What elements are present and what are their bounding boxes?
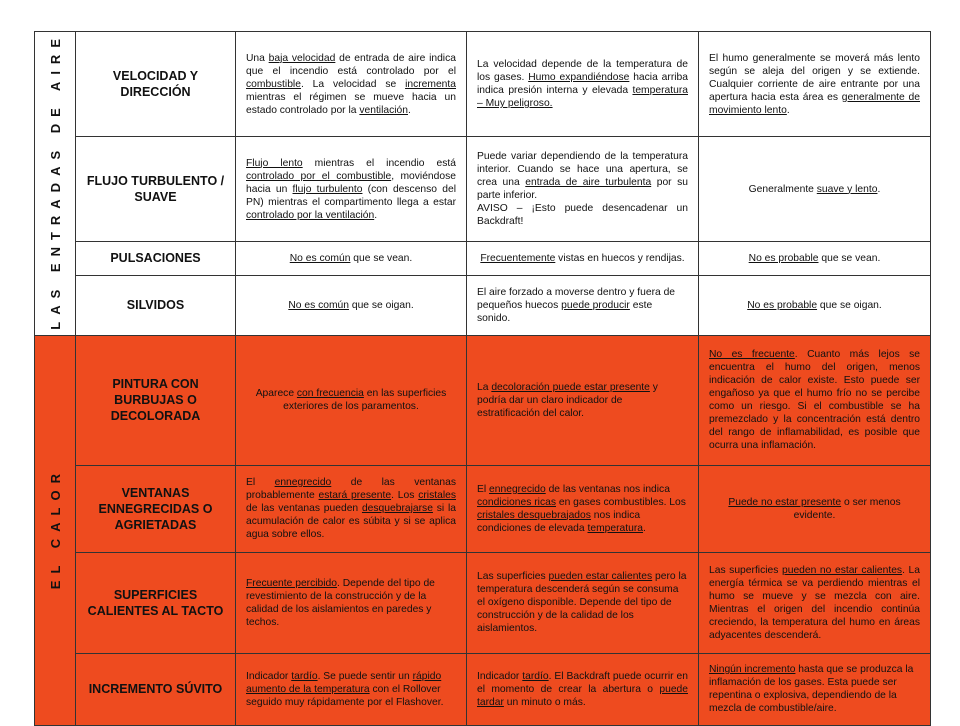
emphasis-text: decoloración puede estar presente: [491, 381, 650, 393]
table-cell: Indicador tardío. Se puede sentir un rápido aumento de la temperatura con el Rollover seguido muy rápidamente por el Flashover.: [236, 653, 467, 725]
emphasis-text: generalmente de movimiento lento: [709, 91, 920, 116]
emphasis-text: Frecuentemente: [480, 252, 556, 264]
emphasis-text: desquebrajarse: [361, 503, 433, 515]
table-cell: El aire forzado a moverse dentro y fuera de pequeños huecos puede producir este sonido.: [467, 276, 699, 336]
row-heading: INCREMENTO SÚVITO: [76, 653, 236, 725]
table-cell: El humo generalmente se moverá más lento según se aleja del origen y se extiende. Cualquier corriente de aire entrante por una apertura hacia esta área es generalmente de movimiento lento.: [699, 32, 931, 137]
table-cell: Frecuente percibido. Depende del tipo de revestimiento de la construcción y de la calidad de los aislamientos en paredes y techos.: [236, 552, 467, 653]
table-row: [35, 32, 931, 137]
table-row: [35, 335, 931, 465]
emphasis-text: tardío: [522, 670, 549, 682]
row-heading: VENTANAS ENNEGRECIDAS O AGRIETADAS: [76, 465, 236, 552]
emphasis-text: temperatura – Muy peligroso.: [477, 85, 688, 110]
table-row: [35, 241, 931, 275]
table-cell: No es frecuente. Cuanto más lejos se encuentra el humo del origen, menos indicación de calor existe. Esto puede ser engañoso ya que el humo frío no se percibe como un riesgo. Si el combustible se ha premezclado y la concentración está dentro del rango de inflamabilidad, es posible que ocurra una inflamación.: [699, 335, 931, 465]
emphasis-text: flujo turbulento: [292, 183, 363, 195]
emphasis-text: puede producir: [561, 299, 630, 311]
table-cell: Generalmente suave y lento.: [699, 137, 931, 241]
emphasis-text: baja velocidad: [268, 52, 336, 64]
emphasis-text: No es probable: [748, 252, 819, 264]
table-cell: Puede no estar presente o ser menos evidente.: [699, 465, 931, 552]
table-cell: Frecuentemente vistas en huecos y rendijas.: [467, 241, 699, 275]
emphasis-text: No es frecuente: [709, 349, 795, 361]
table-cell: Las superficies pueden no estar calientes. La energía térmica se va perdiendo mientras el humo se mueve y se mezcla con aire. Mientras el origen del incendio continúa creciendo, la temperatura del humo en áreas adyacentes descenderá.: [699, 552, 931, 653]
emphasis-text: ventilación: [359, 104, 408, 116]
section-label-heat: EL CALOR: [35, 335, 76, 725]
table-cell: No es común que se vean.: [236, 241, 467, 275]
emphasis-text: combustible: [246, 78, 301, 90]
table-cell: Aparece con frecuencia en las superficies exteriores de los paramentos.: [236, 335, 467, 465]
row-heading: FLUJO TURBULENTO / SUAVE: [76, 137, 236, 241]
table-cell: No es probable que se vean.: [699, 241, 931, 275]
table-row: [35, 653, 931, 725]
section-label-air-inlets: LAS ENTRADAS DE AIRE: [35, 32, 76, 336]
table-row: [35, 465, 931, 552]
table-cell: Ningún incremento hasta que se produzca la inflamación de los gases. Esta puede ser repentina o explosiva, dependiendo de la mezcla de combustible/aire.: [699, 653, 931, 725]
table-cell: Indicador tardío. El Backdraft puede ocurrir en el momento de crear la abertura o puede tardar un minuto o más.: [467, 653, 699, 725]
emphasis-text: Ningún incremento: [709, 664, 796, 676]
emphasis-text: entrada de aire turbulenta: [525, 177, 652, 189]
emphasis-text: condiciones ricas: [477, 496, 556, 508]
emphasis-text: con frecuencia: [296, 388, 364, 400]
table-cell: La velocidad depende de la temperatura de los gases. Humo expandiéndose hacia arriba indica presión interna y elevada temperatura – Muy peligroso.: [467, 32, 699, 137]
table-cell: Flujo lento mientras el incendio está controlado por el combustible, moviéndose hacia un flujo turbulento (con descenso del PN) mientras el compartimento llega a estar controlado por la ventilación.: [236, 137, 467, 241]
emphasis-text: cristales desquebrajados: [477, 509, 591, 521]
row-heading: SUPERFICIES CALIENTES AL TACTO: [76, 552, 236, 653]
emphasis-text: rápido aumento de la temperatura: [246, 670, 442, 695]
table-row: [35, 137, 931, 241]
table-row: [35, 276, 931, 336]
table-cell: El ennegrecido de las ventanas probablemente estará presente. Los cristales de las ventanas pueden desquebrajarse si la acumulación de calor es súbita y si se aplica agua sobre ellos.: [236, 465, 467, 552]
row-heading: VELOCIDAD Y DIRECCIÓN: [76, 32, 236, 137]
fire-indicators-table: [34, 31, 931, 726]
emphasis-text: Flujo lento: [246, 157, 303, 169]
emphasis-text: controlado por el combustible: [246, 170, 392, 182]
row-heading: SILVIDOS: [76, 276, 236, 336]
emphasis-text: pueden estar calientes: [548, 571, 653, 583]
table-cell: Una baja velocidad de entrada de aire indica que el incendio está controlado por el combustible. La velocidad se incrementa mientras el régimen se mueve hacia un estado controlado por la ventilación.: [236, 32, 467, 137]
emphasis-text: temperatura: [587, 522, 644, 534]
emphasis-text: tardío: [291, 670, 318, 682]
emphasis-text: puede tardar: [477, 683, 688, 708]
emphasis-text: ennegrecido: [489, 483, 546, 495]
emphasis-text: estará presente: [318, 490, 392, 502]
table-cell: No es común que se oigan.: [236, 276, 467, 336]
emphasis-text: suave y lento: [816, 183, 878, 195]
emphasis-text: Puede no estar presente: [728, 496, 842, 508]
table-cell: No es probable que se oigan.: [699, 276, 931, 336]
table-cell: Puede variar dependiendo de la temperatura interior. Cuando se hace una apertura, se crea una entrada de aire turbulenta por su parte inferior. AVISO – ¡Esto puede desencadenar un Backdraft!: [467, 137, 699, 241]
emphasis-text: cristales: [418, 490, 456, 502]
emphasis-text: No es probable: [747, 299, 818, 311]
table-cell: La decoloración puede estar presente y podría dar un claro indicador de estratificación del calor.: [467, 335, 699, 465]
table-cell: Las superficies pueden estar calientes pero la temperatura descenderá según se consuma el oxígeno disponible. Depende del tipo de construcción y de la calidad de los aislamientos.: [467, 552, 699, 653]
emphasis-text: incrementa: [405, 78, 456, 90]
emphasis-text: No es común: [288, 299, 349, 311]
emphasis-text: pueden no estar calientes: [781, 564, 903, 576]
emphasis-text: controlado por la ventilación: [246, 209, 375, 221]
emphasis-text: Humo expandiéndose: [528, 72, 630, 84]
row-heading: PINTURA CON BURBUJAS O DECOLORADA: [76, 335, 236, 465]
table-row: [35, 552, 931, 653]
table-cell: El ennegrecido de las ventanas nos indica condiciones ricas en gases combustibles. Los cristales desquebrajados nos indica condiciones de elevada temperatura.: [467, 465, 699, 552]
emphasis-text: No es común: [289, 252, 351, 264]
emphasis-text: Frecuente percibido: [246, 577, 338, 589]
emphasis-text: ennegrecido: [274, 477, 332, 489]
row-heading: PULSACIONES: [76, 241, 236, 275]
